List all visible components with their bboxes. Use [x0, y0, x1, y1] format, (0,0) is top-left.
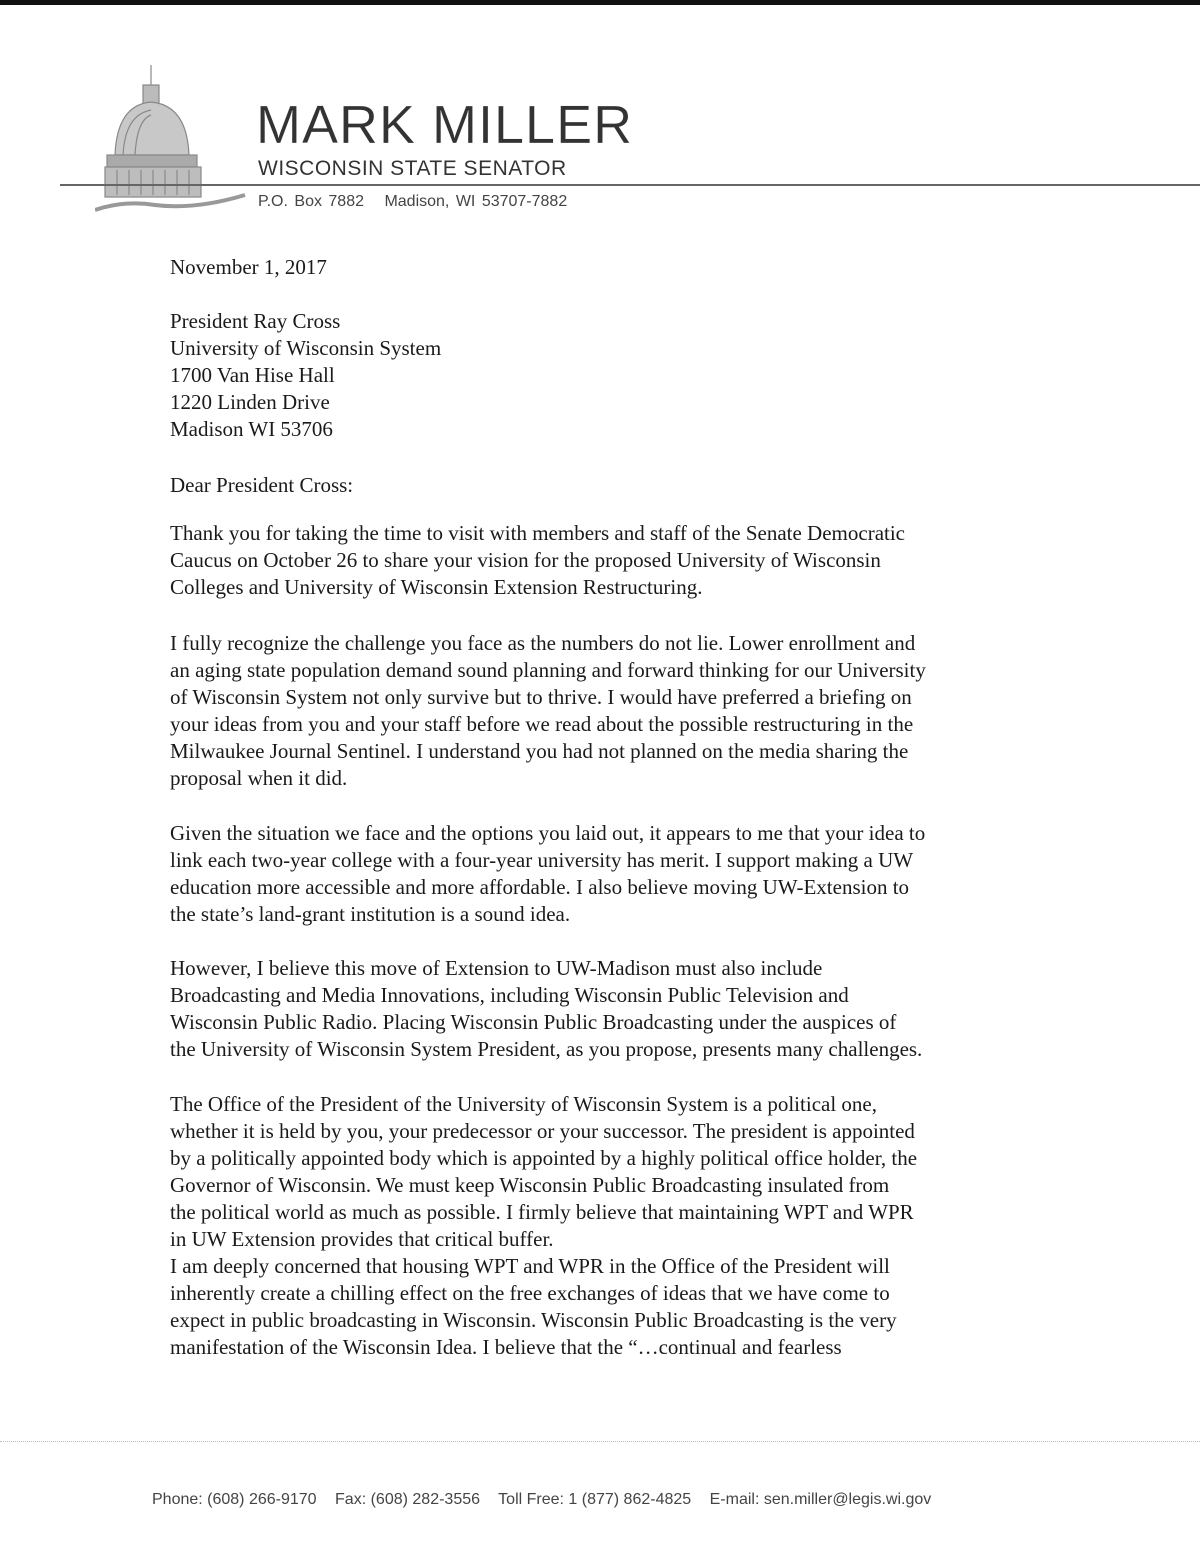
city: Madison, WI 53707-7882	[384, 193, 568, 210]
text-line: whether it is held by you, your predecessor or your successor. The president is appointed	[170, 1119, 915, 1143]
salutation: Dear President Cross:	[170, 473, 354, 497]
letter-date: November 1, 2017	[170, 255, 327, 279]
text-line: inherently create a chilling effect on the free exchanges of ideas that we have come to	[170, 1281, 890, 1305]
recipient-line: 1220 Linden Drive	[170, 390, 330, 414]
text-line: link each two-year college with a four-year university has merit. I support making a UW	[170, 848, 914, 872]
sender-name: MARK MILLER	[256, 95, 634, 155]
text-line: Governor of Wisconsin. We must keep Wisconsin Public Broadcasting insulated from	[170, 1173, 890, 1197]
capitol-dome-icon	[95, 60, 255, 220]
footer-fax: Fax: (608) 282-3556	[335, 1491, 481, 1508]
sender-address	[258, 193, 567, 211]
text-line: Thank you for taking the time to visit with members and staff of the Senate Democratic	[170, 521, 905, 545]
paragraph-5	[170, 1091, 917, 1253]
scan-top-edge	[0, 0, 1200, 5]
text-line: I fully recognize the challenge you face as the numbers do not lie. Lower enrollment and	[170, 631, 916, 655]
paragraph-4	[170, 955, 922, 1063]
footer-divider	[0, 1441, 1200, 1442]
footer-phone: Phone: (608) 266-9170	[152, 1491, 317, 1508]
text-line: in UW Extension provides that critical buffer.	[170, 1227, 554, 1251]
text-line: the state’s land-grant institution is a sound idea.	[170, 902, 571, 926]
paragraph-1	[170, 520, 905, 601]
text-line: by a politically appointed body which is appointed by a highly political office holder, the	[170, 1146, 918, 1170]
text-line: proposal when it did.	[170, 766, 348, 790]
text-line: Milwaukee Journal Sentinel. I understand you had not planned on the media sharing the	[170, 739, 909, 763]
paragraph-2	[170, 630, 926, 792]
po-box: P.O. Box 7882	[258, 193, 364, 210]
text-line: expect in public broadcasting in Wisconsin. Wisconsin Public Broadcasting is the very	[170, 1308, 897, 1332]
text-line: However, I believe this move of Extension to UW-Madison must also include	[170, 956, 823, 980]
text-line: The Office of the President of the University of Wisconsin System is a political one,	[170, 1092, 877, 1116]
paragraph-3	[170, 820, 925, 928]
recipient-line: University of Wisconsin System	[170, 336, 442, 360]
letterhead-rule	[60, 184, 1200, 186]
text-line: Caucus on October 26 to share your vision for the proposed University of Wisconsin	[170, 548, 881, 572]
text-line: the political world as much as possible. I firmly believe that maintaining WPT and WPR	[170, 1200, 914, 1224]
text-line: your ideas from you and your staff before we read about the possible restructuring in the	[170, 712, 914, 736]
text-line: Wisconsin Public Radio. Placing Wisconsin Public Broadcasting under the auspices of	[170, 1010, 897, 1034]
recipient-line: 1700 Van Hise Hall	[170, 363, 335, 387]
sender-title: WISCONSIN STATE SENATOR	[258, 157, 567, 180]
text-line: the University of Wisconsin System President, as you propose, presents many challenges.	[170, 1037, 923, 1061]
text-line: I am deeply concerned that housing WPT and WPR in the Office of the President will	[170, 1254, 890, 1278]
text-line: Colleges and University of Wisconsin Extension Restructuring.	[170, 575, 703, 599]
text-line: Broadcasting and Media Innovations, including Wisconsin Public Television and	[170, 983, 849, 1007]
text-line: of Wisconsin System not only survive but to thrive. I would have preferred a briefing on	[170, 685, 912, 709]
text-line: Given the situation we face and the options you laid out, it appears to me that your idea to	[170, 821, 926, 845]
recipient-line: President Ray Cross	[170, 309, 341, 333]
footer-contact	[152, 1491, 945, 1509]
recipient-line: Madison WI 53706	[170, 417, 333, 441]
text-line: an aging state population demand sound planning and forward thinking for our University	[170, 658, 926, 682]
footer-email: E-mail: sen.miller@legis.wi.gov	[709, 1491, 932, 1508]
footer-toll-free: Toll Free: 1 (877) 862-4825	[498, 1491, 692, 1508]
text-line: manifestation of the Wisconsin Idea. I believe that the “…continual and fearless	[170, 1335, 842, 1359]
recipient-address	[170, 308, 441, 443]
text-line: education more accessible and more affordable. I also believe moving UW-Extension to	[170, 875, 910, 899]
paragraph-6	[170, 1253, 897, 1361]
